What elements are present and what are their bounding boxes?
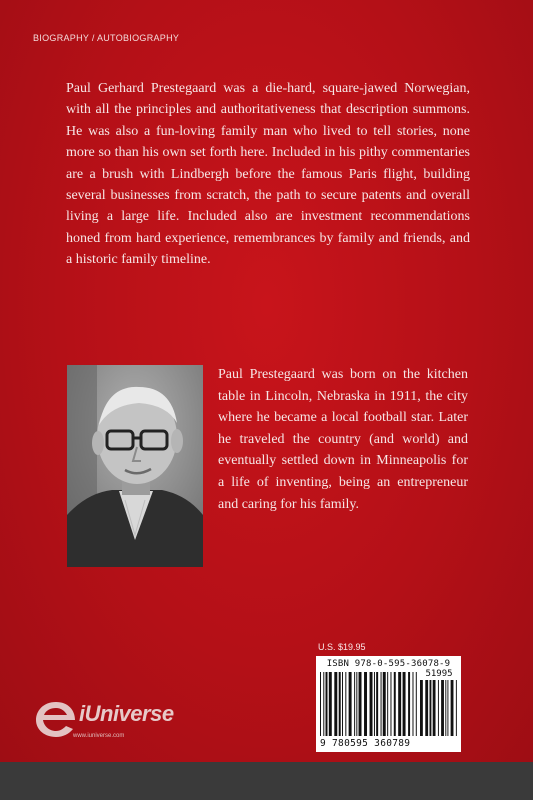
barcode-bar [364, 672, 367, 736]
barcode-bar [408, 672, 410, 736]
barcode-bar [447, 680, 448, 736]
barcode-bar [342, 672, 343, 736]
addon-barcode-bars [420, 680, 458, 736]
barcode-bar [433, 680, 436, 736]
author-portrait-image [67, 365, 203, 567]
barcode-bar [451, 680, 454, 736]
barcode-bar [383, 672, 386, 736]
publisher-name: iUniverse [79, 701, 174, 726]
barcode-bar [420, 680, 423, 736]
barcode-bar [398, 672, 401, 736]
barcode-bar [416, 672, 417, 736]
barcode-bar [376, 672, 378, 736]
barcode-bar [320, 672, 321, 736]
genre-label: BIOGRAPHY / AUTOBIOGRAPHY [33, 33, 180, 43]
barcode [316, 656, 461, 752]
barcode-bar [390, 672, 391, 736]
barcode-bar [329, 672, 332, 736]
addon-number: 51995 [425, 669, 453, 679]
barcode-bar [445, 680, 446, 736]
publisher-logo [33, 697, 213, 747]
barcode-bar [354, 672, 355, 736]
barcode-bar [345, 672, 346, 736]
isbn-label: ISBN 978-0-595-36078-9 [326, 659, 451, 669]
barcode-bar [370, 672, 373, 736]
ean-number: 9 780595 360789 [320, 738, 411, 749]
barcode-bar [339, 672, 341, 736]
barcode-bar [412, 672, 413, 736]
barcode-bar [326, 672, 328, 736]
ean-barcode-bars [320, 672, 418, 736]
barcode-bar [387, 672, 388, 736]
barcode-bar [430, 680, 432, 736]
barcode-bar [438, 680, 439, 736]
barcode-bar [323, 672, 324, 736]
barcode-bar [394, 672, 396, 736]
book-description: Paul Gerhard Prestegaard was a die-hard, square-jawed Norwegian, with all the principles and authoritativeness that description summons. He was also a fun-loving family man who lived to tell stories, none more so than his own set forth here. Included in his pithy commentaries are a brush with Lindbergh before the famous Paris flight, building several businesses from scratch, the path to secure patents and overall living a large life. Included also are investment recommendations honed from hard experience, remembrances by family and friends, and a historic family timeline. [66, 81, 470, 268]
barcode-bar [349, 672, 352, 736]
barcode-bar [403, 672, 406, 736]
price-label: U.S. $19.95 [318, 642, 366, 652]
author-photo [67, 365, 203, 567]
barcode-bar [425, 680, 428, 736]
barcode-bar [356, 672, 357, 736]
barcode-bar [456, 680, 457, 736]
barcode-bar [381, 672, 382, 736]
author-bio: Paul Prestegaard was born on the kitchen table in Lincoln, Nebraska in 1911, the city where he became a local football star. Later he traveled the country (and world) and eventually settled down in Minneapolis for a life of inventing, being an entrepreneur and caring for his family. [218, 367, 468, 512]
barcode-bar [359, 672, 362, 736]
publisher-url: www.iuniverse.com [73, 733, 125, 739]
barcode-bar [334, 672, 337, 736]
barcode-bar [374, 672, 375, 736]
footer-band [0, 762, 533, 800]
barcode-bar [441, 680, 444, 736]
